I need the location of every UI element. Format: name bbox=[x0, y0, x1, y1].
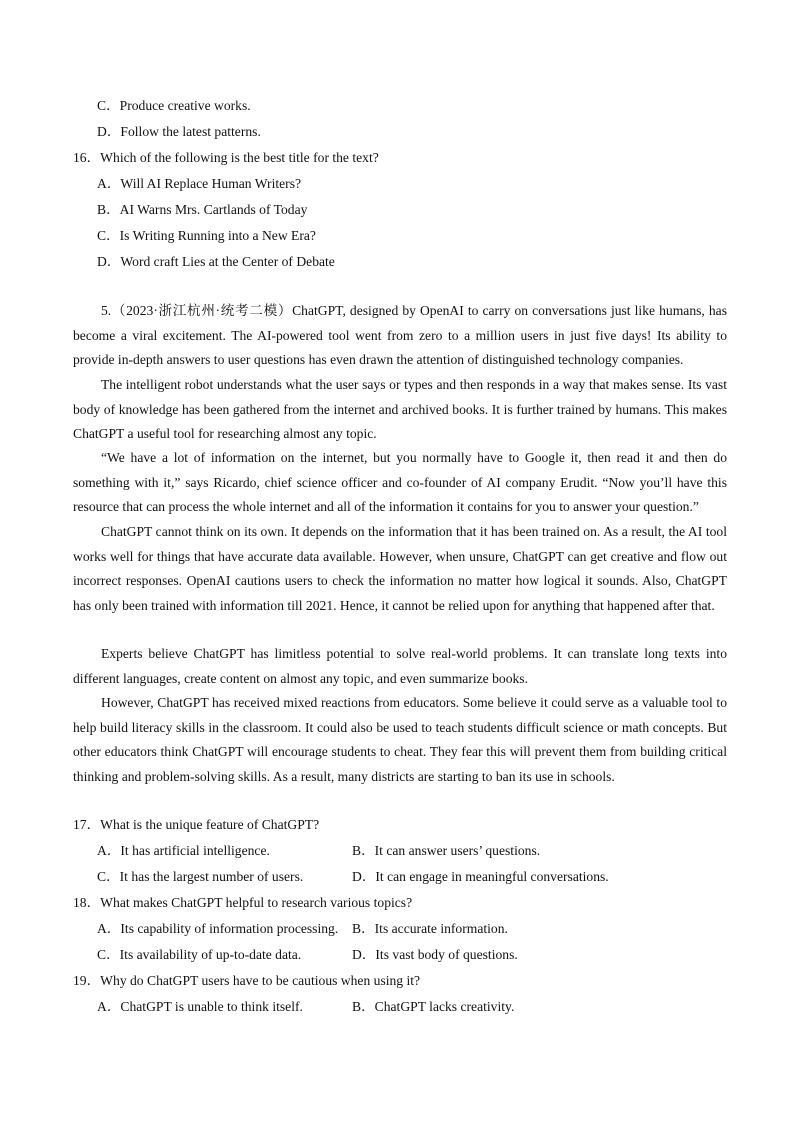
q16-stem: 16．Which of the following is the best title for the text? bbox=[73, 150, 379, 165]
q16-option-c: C．Is Writing Running into a New Era? bbox=[97, 228, 316, 243]
q17-option-d: D．It can engage in meaningful conversations. bbox=[352, 869, 609, 884]
q18-option-d: D．Its vast body of questions. bbox=[352, 947, 518, 962]
passage-paragraph-4: ChatGPT cannot think on its own. It depends on the information that it has been trained on. As a result, the AI tool works well for things that have accurate data available. However, when unsure, ChatGPT can get creative and flow out incorrect responses. OpenAI cautions users to check the information no matter how logical it sounds. Also, ChatGPT has only been trained with information till 2021. Hence, it cannot be relied upon for anything that happened after that. bbox=[73, 524, 727, 613]
q17-stem: 17．What is the unique feature of ChatGPT? bbox=[73, 817, 320, 832]
q18-option-a: A．Its capability of information processing. bbox=[97, 921, 339, 936]
passage-paragraph-6: However, ChatGPT has received mixed reactions from educators. Some believe it could serve as a valuable tool to help build literacy skills in the classroom. It could also be used to teach students difficult science or math concepts. But other educators think ChatGPT will encourage students to cheat. They fear this will prevent them from building critical thinking and problem-solving skills. As a result, many districts are starting to ban its use in schools. bbox=[73, 695, 727, 784]
q19-option-a: A．ChatGPT is unable to think itself. bbox=[97, 999, 303, 1014]
q16-option-a: A．Will AI Replace Human Writers? bbox=[97, 176, 302, 191]
q18-options-row-2 bbox=[97, 945, 737, 965]
q17-option-a: A．It has artificial intelligence. bbox=[97, 843, 270, 858]
passage-paragraph-1: 5.（2023·浙江杭州·统考二模）ChatGPT, designed by OpenAI to carry on conversations just like humans, has become a viral excitement. The AI-powered tool went from zero to a million users in just five days! Its ability to provide in-depth answers to user questions has even drawn the attention of distinguished technology companies. bbox=[73, 303, 727, 368]
q17-option-c: C．It has the largest number of users. bbox=[97, 869, 304, 884]
q19-options-row-1 bbox=[97, 997, 737, 1017]
q19-stem: 19．Why do ChatGPT users have to be cautious when using it? bbox=[73, 973, 421, 988]
q18-option-c: C．Its availability of up-to-date data. bbox=[97, 947, 302, 962]
q17-options-row-1 bbox=[97, 841, 737, 861]
q19-option-b: B．ChatGPT lacks creativity. bbox=[352, 999, 515, 1014]
q15-option-c: C．Produce creative works. bbox=[97, 98, 251, 113]
q18-options-row-1 bbox=[97, 919, 737, 939]
passage-paragraph-5: Experts believe ChatGPT has limitless potential to solve real-world problems. It can translate long texts into different languages, create content on almost any topic, and even summarize books. bbox=[73, 646, 727, 686]
passage-paragraph-2: The intelligent robot understands what the user says or types and then responds in a way that makes sense. Its vast body of knowledge has been gathered from the internet and archived books. It is further trained by humans. This makes ChatGPT a useful tool for researching almost any topic. bbox=[73, 377, 727, 442]
q17-option-b: B．It can answer users’ questions. bbox=[352, 843, 541, 858]
q15-option-d: D．Follow the latest patterns. bbox=[97, 124, 261, 139]
passage-paragraph-3: “We have a lot of information on the internet, but you normally have to Google it, then read it and then do something with it,” says Ricardo, chief science officer and co-founder of AI company Erudit. “Now you’ll have this resource that can process the whole internet and all of the information it contains for you to answer your question.” bbox=[73, 450, 727, 515]
q18-stem: 18．What makes ChatGPT helpful to research various topics? bbox=[73, 895, 413, 910]
q16-option-d: D．Word craft Lies at the Center of Debate bbox=[97, 254, 335, 269]
q16-option-b: B．AI Warns Mrs. Cartlands of Today bbox=[97, 202, 308, 217]
q18-option-b: B．Its accurate information. bbox=[352, 921, 508, 936]
q17-options-row-2 bbox=[97, 867, 737, 887]
